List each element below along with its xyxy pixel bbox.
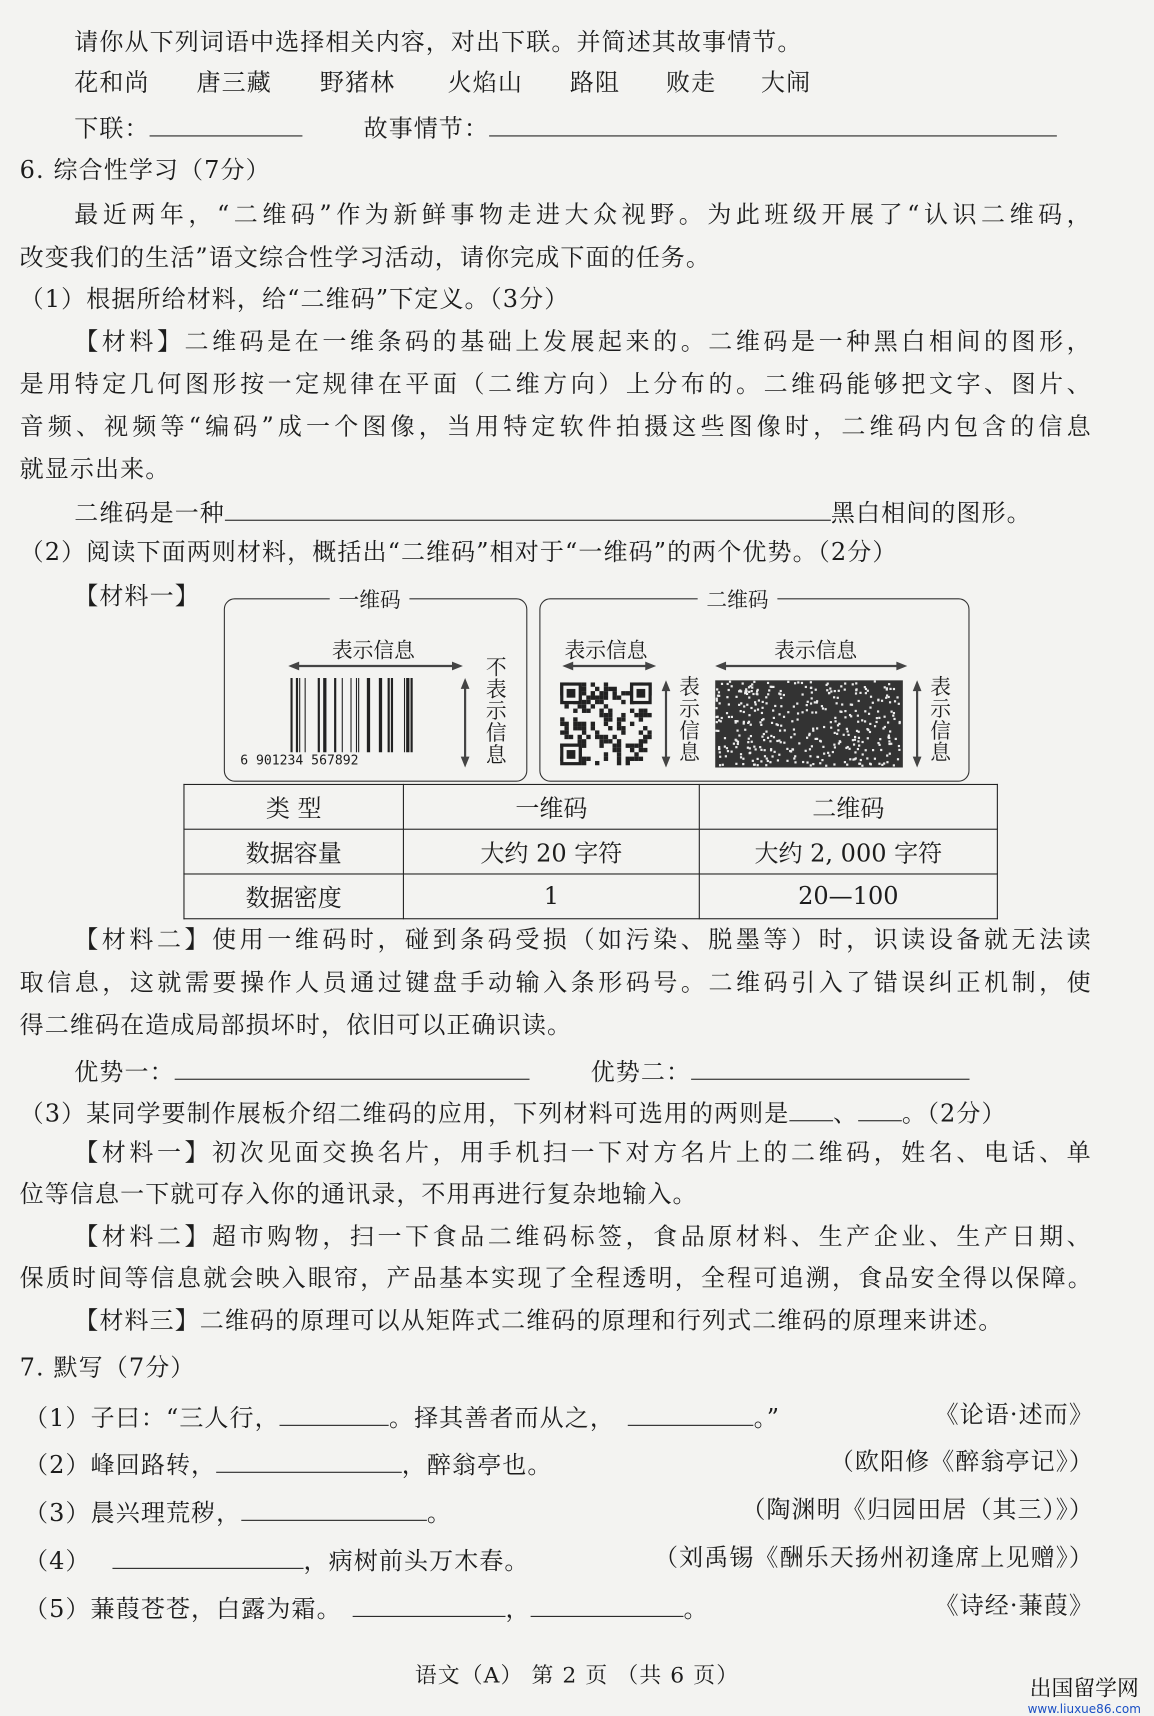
table-header-cell: 一维码 [403,784,699,829]
watermark-logo [1028,1670,1141,1716]
recite-blank[interactable] [112,1544,303,1569]
recite-text: 。择其善者而从之， [388,1405,615,1433]
table-cell: 数据容量 [184,829,403,874]
recite-text: ，病树前头万木春。 [303,1548,530,1576]
material-line: 【材料一】初次见面交换名片，用手机扫一下对方名片上的二维码，姓名、电话、单 [74,1139,1092,1168]
barcode-info-label: 表示信息 [331,638,415,663]
qr-vertical-info-label: 表示信息 [675,675,700,764]
xialian-row [74,111,1057,142]
pdf-vertical-info-label: 表示信息 [926,675,951,764]
definition-prefix: 二维码是一种 [74,500,225,528]
recite-text: （2）峰回路转， [24,1452,217,1480]
recite-blank[interactable] [628,1401,754,1426]
table-cell: 大约 2, 000 字符 [699,829,997,874]
advantage-row [74,1055,969,1086]
material-line: 是用特定几何图形按一定规律在平面（二维方向）上分布的。二维码能够把文字、图片、 [19,371,1092,399]
barcode-image [290,678,412,761]
word-list [74,69,838,100]
recite-source: （欧阳修《醉翁亭记》） [829,1448,1094,1477]
recite-text: 。 [683,1596,709,1624]
material-line: 保质时间等信息就会映入眼帘，产品基本实现了全程透明，全程可追溯，食品安全得以保障。 [19,1265,1092,1293]
recite-item [24,1496,452,1527]
watermark-name: 出国留学网 [1029,1674,1139,1702]
not-info-label: 不表示信息 [482,656,507,766]
recite-source: 《诗经·蒹葭》 [934,1592,1094,1621]
material-line: 【材料】二维码是在一维条码的基础上发展起来的。二维码是一种黑白相间的图形， [74,328,1092,356]
advantage-two-label: 优势二： [590,1059,692,1087]
recite-source: （陶渊明《归园田居（其三）》） [741,1496,1094,1525]
word: 败走 [665,69,717,98]
recite-text: （3）晨兴理荒秽， [24,1500,242,1528]
recite-item [24,1592,709,1623]
qrcode-title: 二维码 [698,584,778,613]
recite-text: （1）子曰：“三人行， [24,1405,280,1433]
vertical-arrow-icon [460,678,471,768]
stacked-2d-code-image [715,680,903,767]
pdf-info-label: 表示信息 [774,638,858,663]
word: 唐三藏 [196,69,272,98]
recite-blank[interactable] [353,1592,506,1617]
q6-intro: 改变我们的生活”语文综合性学习活动，请你完成下面的任务。 [19,244,712,272]
barcode-number: 6 901234 567892 [240,752,359,768]
material-line: 取信息，这就需要操作人员通过键盘手动输入条形码号。二维码引入了错误纠正机制，使 [19,969,1092,997]
recite-text: ， [505,1596,531,1624]
barcode-title: 一维码 [330,584,410,613]
material-one-label: 【材料一】 [74,583,200,611]
definition-blank[interactable] [225,496,831,521]
table-cell: 20—100 [699,874,997,919]
vertical-arrow-icon [661,680,672,767]
definition-suffix: 黑白相间的图形。 [830,500,1032,528]
word: 火焰山 [447,69,523,98]
q7-title: 7. 默写（7分） [19,1354,196,1383]
advantage-two-blank[interactable] [691,1055,969,1080]
xialian-label: 下联： [74,115,150,144]
advantage-one-label: 优势一： [74,1059,175,1087]
qrcode-panel [539,588,969,781]
comparison-table [183,784,997,919]
recite-text: 。” [753,1405,781,1433]
recite-item [24,1448,552,1479]
word: 路阻 [569,69,621,98]
horizontal-arrow-icon [288,661,463,672]
q6-intro: 最近两年，“二维码”作为新鲜事物走进大众视野。为此班级开展了“认识二维码， [74,201,1092,230]
page-footer: 语文（A） 第 2 页 （共 6 页） [414,1661,740,1688]
table-cell: 数据密度 [184,874,403,919]
recite-blank[interactable] [216,1448,402,1473]
horizontal-arrow-icon [715,661,907,672]
table-header-row [184,784,997,829]
table-cell: 1 [403,874,699,919]
recite-item [24,1401,780,1432]
word: 花和尚 [74,69,150,98]
material-line: 【材料二】超市购物，扫一下食品二维码标签，食品原材料、生产企业、生产日期、 [74,1223,1092,1252]
material-line: 音频、视频等“编码”成一个图像，当用特定软件拍摄这些图像时，二维码内包含的信息 [19,413,1092,442]
plot-label: 故事情节： [363,115,490,144]
q6-3-score: 。（2分） [901,1100,1007,1128]
vertical-arrow-icon [912,680,923,767]
watermark-url: www.liuxue86.com [1027,1702,1141,1716]
material-line: 得二维码在造成局部损坏时，依旧可以正确识读。 [19,1012,573,1040]
word: 野猪林 [319,69,396,98]
recite-source: 《论语·述而》 [934,1401,1094,1430]
q6-3-title [20,1096,1007,1127]
word: 大闹 [760,69,812,98]
recite-text: （4） [24,1548,91,1576]
q5-intro: 请你从下列词语中选择相关内容，对出下联。并简述其故事情节。 [74,29,803,57]
material-line: 【材料二】使用一维码时，碰到条码受损（如污染、脱墨等）时，识读设备就无法读 [74,926,1092,955]
recite-item [24,1544,530,1575]
recite-text: 。 [426,1500,453,1528]
recite-blank[interactable] [280,1401,389,1426]
recite-text: ，醉翁亭也。 [401,1452,553,1480]
choice-blank[interactable] [789,1096,833,1121]
table-cell: 大约 20 字符 [403,829,699,874]
q6-2-title: （2）阅读下面两则材料，概括出“二维码”相对于“一维码”的两个优势。（2分） [19,539,898,567]
material-line: 【材料三】二维码的原理可以从矩阵式二维码的原理和行列式二维码的原理来讲述。 [74,1307,1004,1336]
qr-code-image [560,682,652,765]
qr-info-label: 表示信息 [564,638,648,663]
horizontal-arrow-icon [562,661,656,672]
material-line: 就显示出来。 [19,456,171,484]
table-row [184,829,997,874]
q6-3-text: （3）某同学要制作展板介绍二维码的应用，下列材料可选用的两则是 [19,1100,790,1128]
table-header-cell: 二维码 [699,784,997,829]
q6-title: 6. 综合性学习（7分） [19,157,271,185]
definition-row [74,496,1032,527]
plot-blank[interactable] [489,111,1057,136]
q6-1-title: （1）根据所给材料，给“二维码”下定义。（3分） [19,286,570,314]
table-header-cell: 类 型 [184,784,403,829]
recite-source: （刘禹锡《酬乐天扬州初逢席上见赠》） [653,1544,1094,1573]
recite-blank[interactable] [241,1496,427,1521]
advantage-one-blank[interactable] [175,1055,530,1080]
barcode-panel [224,588,528,781]
table-row [184,874,997,919]
recite-blank[interactable] [531,1592,684,1617]
recite-text: （5）蒹葭苍苍，白露为霜。 [24,1596,342,1624]
xialian-blank[interactable] [150,111,303,136]
separator: 、 [833,1100,859,1128]
material-line: 位等信息一下就可存入你的通讯录，不用再进行复杂地输入。 [19,1181,698,1209]
choice-blank[interactable] [858,1096,902,1121]
